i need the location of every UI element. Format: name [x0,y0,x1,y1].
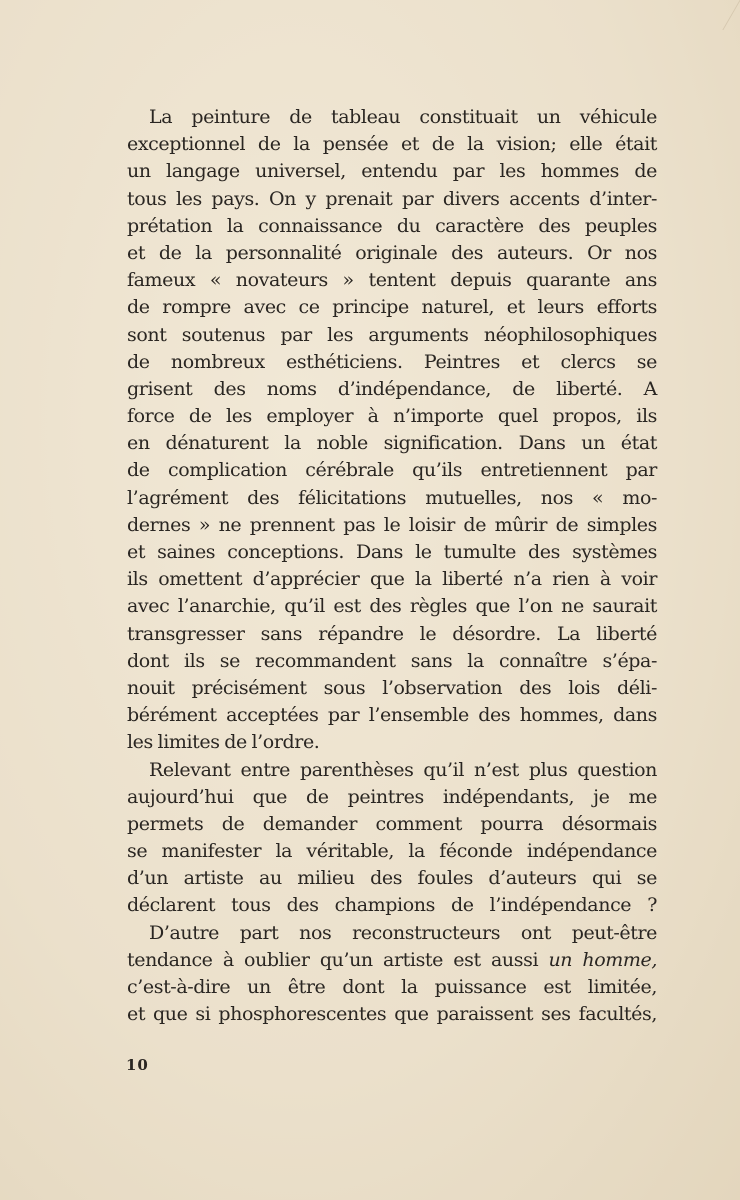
text-line: l’agrément des félicitations mutuelles, nos « mo- [127,486,657,509]
text-line: nouit précisément sous l’observation des lois déli- [127,676,657,699]
text-line: dont ils se recommandent sans la connaître s’épa- [127,649,657,672]
text-line: transgresser sans répandre le désordre. La liberté [127,622,657,645]
text-line: La peinture de tableau constituait un véhicule [149,106,657,128]
text-line: bérément acceptées par l’ensemble des hommes, dans [127,704,657,727]
text-line: tous les pays. On y prenait par divers accents d’inter- [127,187,657,210]
italic-phrase: un homme, [548,948,658,971]
text-line: un langage universel, entendu par les hommes de [127,160,657,183]
text-line: les limites de l’ordre. [127,731,320,754]
paragraph-1 [127,104,657,757]
text-line: grisent des noms d’indépendance, de liberté. A [127,377,657,400]
text-line: ils omettent d’apprécier que la liberté n’a rien à voir [127,568,657,591]
text-line: prétation la connaissance du caractère des peuples [127,214,657,237]
text-line: Relevant entre parenthèses qu’il n’est plus question [149,758,657,781]
page-number: 10 [126,1056,149,1074]
text-line: avec l’anarchie, qu’il est des règles que l’on ne saurait [127,595,657,618]
text-line: force de les employer à n’importe quel propos, ils [127,405,657,428]
text-line: en dénaturent la noble signification. Dans un état [127,432,657,455]
text-line: de rompre avec ce principe naturel, et leurs efforts [127,296,657,319]
text-line: exceptionnel de la pensée et de la vision; elle était [127,133,657,156]
body-text [127,104,657,1028]
text-line: et saines conceptions. Dans le tumulte des systèmes [127,541,657,563]
text-line: déclarent tous des champions de l’indépendance ? [127,894,657,917]
text-line: dernes » ne prennent pas le loisir de mûrir de simples [127,513,657,536]
text-line: c’est-à-dire un être dont la puissance est limitée, [127,976,657,998]
text-line-with-italic [127,947,657,974]
text-line: D’autre part nos reconstructeurs ont peut-être [149,921,657,944]
paragraph-2 [127,757,657,920]
text-line: fameux « novateurs » tentent depuis quarante ans [127,269,657,292]
text-line: et que si phosphorescentes que paraissent ses facultés, [127,1003,657,1026]
text-line: de complication cérébrale qu’ils entretiennent par [127,459,657,482]
page-corner-crease [692,0,740,30]
text-line: se manifester la véritable, la féconde indépendance [127,840,657,863]
text-line: de nombreux esthéticiens. Peintres et clercs se [127,350,657,373]
text-line: d’un artiste au milieu des foules d’auteurs qui se [127,867,657,890]
paragraph-3 [127,920,657,1029]
text-line: permets de demander comment pourra désormais [127,812,657,835]
text-line: sont soutenus par les arguments néophilosophiques [127,323,657,346]
text-segment: tendance à oublier qu’un artiste est aussi [127,948,539,971]
text-line: aujourd’hui que de peintres indépendants, je me [127,785,657,808]
text-line: et de la personnalité originale des auteurs. Or nos [127,241,657,264]
